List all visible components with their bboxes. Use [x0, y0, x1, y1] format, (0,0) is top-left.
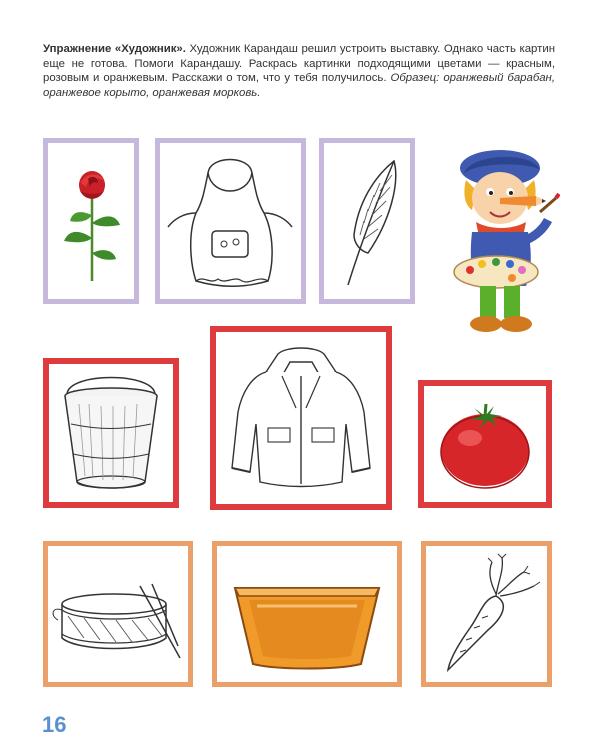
- picture-tomato: [418, 380, 552, 508]
- picture-carrot: [421, 541, 552, 687]
- picture-drum: [43, 541, 193, 687]
- artist-icon: [440, 140, 560, 340]
- picture-apron: [155, 138, 306, 304]
- jacket-icon: [216, 332, 386, 504]
- tomato-icon: [424, 386, 546, 502]
- picture-bucket: [43, 358, 179, 508]
- exercise-text: [43, 42, 555, 100]
- picture-trough: [212, 541, 402, 687]
- exercise-body: Художник Карандаш решил устроить выставку. Однако часть картин еще не готова. Помоги Карандашу. Раскрась картинки подходящими цветами — красным, розовым и оранжевым. Расскажи о том, что у тебя получилось.: [43, 43, 555, 85]
- picture-jacket: [210, 326, 392, 510]
- exercise-example: Образец: оранжевый барабан, оранжевое корыто, оранжевая морковь.: [43, 72, 555, 99]
- drum-icon: [48, 546, 188, 682]
- apron-icon: [160, 143, 301, 299]
- picture-rose: [43, 138, 139, 304]
- feather-icon: [324, 143, 410, 299]
- bucket-icon: [49, 364, 173, 502]
- exercise-title: Упражнение «Художник».: [43, 43, 186, 55]
- carrot-icon: [426, 546, 547, 682]
- artist-karandash: [440, 140, 560, 340]
- picture-feather: [319, 138, 415, 304]
- trough-icon: [217, 546, 397, 682]
- rose-icon: [48, 143, 134, 299]
- page-number: 16: [42, 712, 67, 737]
